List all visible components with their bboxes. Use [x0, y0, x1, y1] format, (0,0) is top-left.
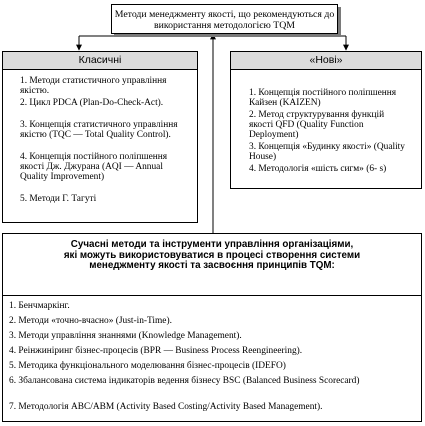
list-item: 1. Методи статистичного управління якістю. — [20, 76, 167, 96]
list-item: 1. Концепція постійного поліпшення Кайзен (KAIZEN) — [249, 88, 397, 108]
list-item: 2. Цикл PDCA (Plan-Do-Check-Act). — [20, 98, 164, 108]
list-item: 2. Метод структурування функцій якості QFD (Quality Function Deployment) — [249, 110, 385, 140]
list-item: 3. Концепція «Будинку якості» (Quality House) — [249, 142, 405, 162]
new-methods-box — [230, 51, 422, 189]
list-item: 7. Методологія ABC/ABM (Activity Based Costing/Activity Based Management). — [9, 402, 323, 412]
new-methods-list — [237, 88, 409, 174]
classic-methods-list — [8, 76, 189, 204]
list-item: 4. Концепція постійного поліпшення якості Дж. Джурана (AQI — Annual Quality Improvement) — [20, 152, 168, 182]
modern-methods-list — [9, 301, 415, 412]
classic-methods-box — [2, 51, 198, 223]
divider — [3, 295, 421, 296]
list-item: 2. Методи «точно-вчасно» (Just-in-Time). — [9, 316, 172, 326]
list-item: 6. Збалансована система індикаторів ведення бізнесу BSC (Balanced Business Scorecard) — [9, 376, 360, 386]
classic-methods-header: Класичні — [3, 52, 197, 70]
modern-methods-title: Сучасні методи та інструменти управління організаціями, які можуть використовуватися в процесі створення системи менеджменту якості та засвоєння принципів TQM: — [63, 239, 361, 271]
new-methods-header: «Нові» — [231, 52, 421, 70]
modern-methods-box — [2, 233, 422, 422]
tqm-methods-box — [111, 4, 338, 34]
list-item: 4. Методологія «шість сигм» (6- s) — [249, 164, 387, 174]
tqm-methods-title: Методи менеджменту якості, що рекомендуються до використання методологією TQM — [114, 9, 335, 31]
list-item: 4. Реінжиніринг бізнес-процесів (BPR — Business Process Reengineering). — [9, 346, 303, 356]
list-item: 3. Концепція статистичного управління якістю (TQC — Total Quality Control). — [20, 120, 178, 140]
list-item: 5. Методи Г. Тагуті — [20, 194, 97, 204]
list-item: 3. Методи управління знаннями (Knowledge Management). — [9, 331, 242, 341]
list-item: 5. Методика функціонального моделювання бізнес-процесів (IDEFO) — [9, 361, 286, 371]
list-item: 1. Бенчмаркінг. — [9, 301, 70, 311]
